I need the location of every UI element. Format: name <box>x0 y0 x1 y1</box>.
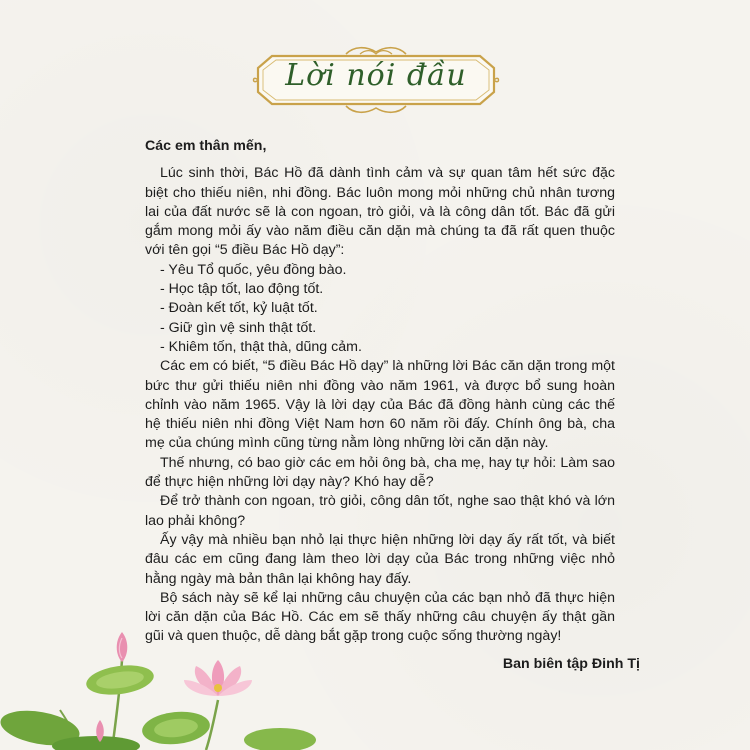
list-item: - Học tập tốt, lao động tốt. <box>160 281 324 298</box>
preface-body <box>145 137 615 647</box>
list-item: - Yêu Tổ quốc, yêu đồng bào. <box>160 261 347 278</box>
paragraph: Ấy vậy mà nhiều bạn nhỏ lại thực hiện những lời dạy ấy rất tốt, và biết đâu các em cũng đang làm theo lời dạy của Bác trong những việc nhỏ hằng ngày mà bản thân lại không hay đấy. <box>145 531 615 587</box>
five-teachings-list <box>145 261 615 357</box>
title-frame <box>250 44 502 116</box>
list-item: - Giữ gìn vệ sinh thật tốt. <box>160 319 317 336</box>
paragraph: Thế nhưng, có bao giờ các em hỏi ông bà, cha mẹ, hay tự hỏi: Làm sao để thực hiện những lời dạy này? Khó hay dễ? <box>145 454 615 491</box>
signature: Ban biên tập Đinh Tị <box>502 656 640 672</box>
paragraph: Để trở thành con ngoan, trò giỏi, công dân tốt, nghe sao thật khó và lớn lao phải không? <box>145 493 615 529</box>
greeting: Các em thân mến, <box>145 138 267 154</box>
paragraph: Bộ sách này sẽ kể lại những câu chuyện của các bạn nhỏ đã thực hiện lời căn dặn của Bác Hồ. Các em sẽ thấy những câu chuyện ấy thật gần gũi và quen thuộc, dễ dàng bắt gặp trong cuộc sống thường ngày! <box>145 589 615 645</box>
list-item: - Khiêm tốn, thật thà, dũng cảm. <box>160 338 362 355</box>
paragraph: Lúc sinh thời, Bác Hồ đã dành tình cảm và sự quan tâm hết sức đặc biệt cho thiếu niên, nhi đồng. Bác luôn mong mỏi những chủ nhân tương lai của đất nước sẽ là con ngoan, trò giỏi, và là công dân tốt. Bác đã gửi gắm mong mỏi ấy vào năm điều căn dặn mà chúng ta đã rất quen thuộc với tên gọi “5 điều Bác Hồ dạy”: <box>145 165 615 259</box>
paragraph: Các em có biết, “5 điều Bác Hồ dạy” là những lời Bác căn dặn trong một bức thư gửi thiếu niên nhi đồng vào năm 1961, và được bổ sung hoàn chỉnh vào năm 1965. Vậy là lời dạy của Bác đã đồng hành cùng các thế hệ thiếu niên nhi đồng Việt Nam hơn 60 năm rồi đấy. Chính ông bà, cha mẹ của chúng mình cũng từng nằm lòng những lời căn dặn này. <box>145 358 615 452</box>
lotus-illustration-icon <box>0 600 330 750</box>
page-title: Lời nói đầu <box>285 58 467 93</box>
list-item: - Đoàn kết tốt, kỷ luật tốt. <box>160 300 318 317</box>
